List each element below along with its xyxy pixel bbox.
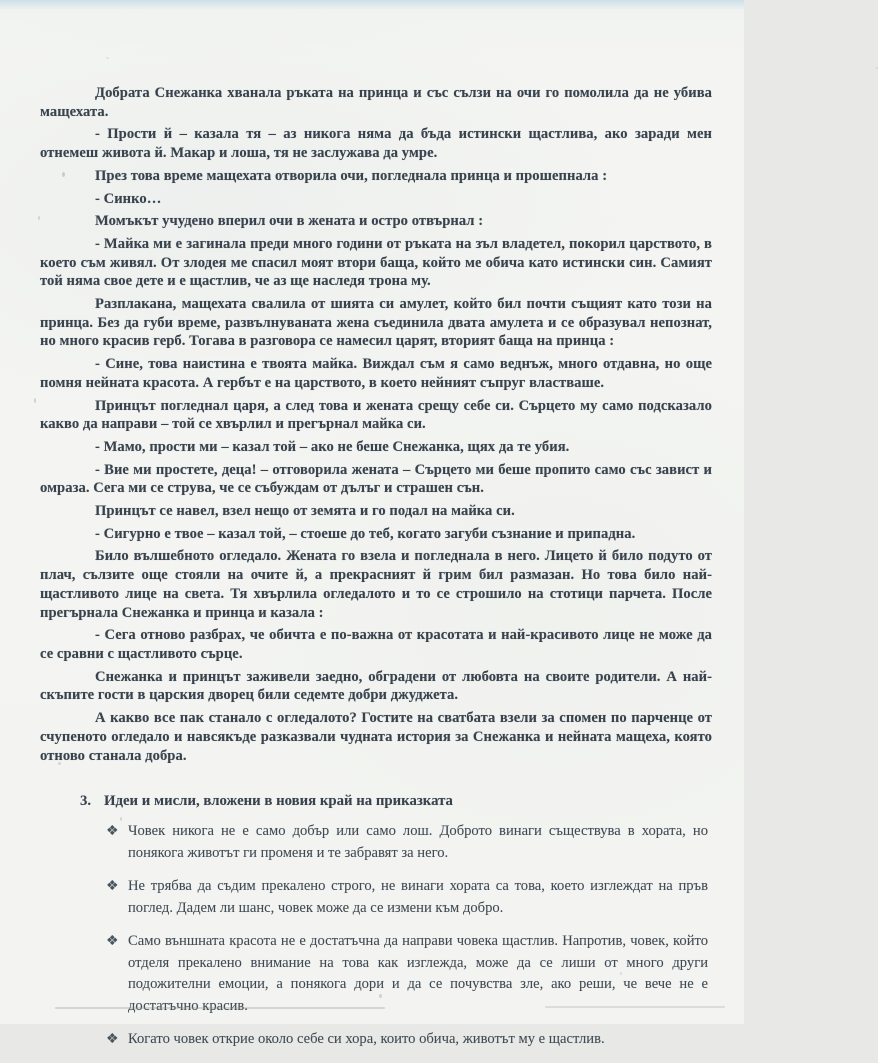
scan-edge-tint <box>0 0 744 10</box>
list-item <box>106 1029 708 1051</box>
list-item-text: Само външната красота не е достатъчна да направи човека щастлив. Напротив, човек, който отделя прекалено внимание на това как изглежда, може да се лиши от много други подожителни емоции, а понякога дори и да се почувства зле, ако реши, че вече не е достатъчно красив. <box>128 933 708 1014</box>
story-paragraph: Принцът се навел, взел нещо от земята и го подал на майка си. <box>95 503 515 520</box>
scan-speck <box>106 57 109 59</box>
scan-shadow-line <box>545 1006 725 1008</box>
section-heading <box>40 791 712 811</box>
story-paragraph: - Синко… <box>95 190 162 207</box>
story-paragraph: През това време мащехата отворила очи, погледнала принца и прошепнала : <box>95 167 608 184</box>
scan-speck <box>62 172 65 177</box>
diamond-bullet-icon: ❖ <box>106 934 119 950</box>
diamond-bullet-icon: ❖ <box>106 1032 119 1048</box>
diamond-bullet-icon: ❖ <box>106 824 119 840</box>
story-paragraph: - Сине, това наистина е твоята майка. Виждал съм я само веднъж, много отдавна, но още помня нейната красота. А гербът е на царството, в което нейният съпруг властваше. <box>40 356 712 391</box>
story-paragraph: Било вълшебното огледало. Жената го взела и погледнала в него. Лицето й било подуто от плач, сълзите още стояли на очите й, а прекрасният й грим бил размазан. Но това било най-щастливото лице на света. Тя хвърлила огледалото и то се строшило на стотици парчета. После прегърнала Снежанка и принца и казала : <box>40 548 712 621</box>
scan-speck <box>379 994 382 998</box>
scan-shadow-line <box>55 1007 385 1009</box>
story-paragraph: Принцът погледнал царя, а след това и жената срещу себе си. Сърцето му само подсказало какво да направи – той се хвърлил и прегърнал майка си. <box>40 397 712 433</box>
scan-speck <box>120 817 122 821</box>
story-paragraph: Момъкът учудено вперил очи в жената и остро отвърнал : <box>95 213 484 230</box>
diamond-bullet-icon: ❖ <box>106 879 119 895</box>
story-paragraph: Добрата Снежанка хванала ръката на принца и със сълзи на очи го помолила да не убива мащехата. <box>40 85 712 120</box>
story-paragraph: - Сега отново разбрах, че обичта е по-важна от красотата и най-красивото лице не може да се сравни с щастливото сърце. <box>40 627 712 662</box>
ideas-list <box>40 821 712 1051</box>
section-title: Идеи и мисли, вложени в новия край на приказката <box>104 793 453 810</box>
story-paragraph: А какво все пак станало с огледалото? Гостите на сватбата взели за спомен по парченце от счупеното огледало и навсякъде разказвали чудната история за Снежанка и нейната мащеха, която отново станала добра. <box>40 710 712 764</box>
story-paragraph: - Вие ми простете, деца! – отговорила жената – Сърцето ми беше пропито само със завист и омраза. Сега ми се струва, че се събуждам от дълъг и страшен сън. <box>40 461 712 497</box>
story-paragraph: - Прости й – казала тя – аз никога няма да бъда истински щастлива, ако заради мен отнемеш живота й. Макар и лоша, тя не заслужава да умре. <box>40 126 712 162</box>
document-body <box>40 84 712 1063</box>
list-item-text: Когато човек открие около себе си хора, които обича, животът му е щастлив. <box>128 1031 605 1048</box>
list-item-text: Човек никога не е само добър или само лош. Доброто винаги съществува в хората, но понякога животът ги променя и те забравят за него. <box>128 823 708 861</box>
scan-speck <box>38 216 40 220</box>
list-item-text: Не трябва да съдим прекалено строго, не винаги хората са това, което изглеждат на пръв поглед. Дадем ли шанс, човек може да се измени към добро. <box>128 878 708 916</box>
story-paragraph: - Сигурно е твое – казал той, – стоеше до теб, когато загуби съзнание и припадна. <box>95 525 636 542</box>
list-item <box>106 821 708 864</box>
list-item <box>106 931 708 1017</box>
story-paragraph: - Мамо, прости ми – казал той – ако не беше Снежанка, щях да те убия. <box>95 438 570 455</box>
scan-speck <box>620 972 622 975</box>
list-item <box>106 876 708 919</box>
section-number: 3. <box>80 793 92 810</box>
scan-speck <box>34 398 36 403</box>
scan-speck <box>58 762 61 765</box>
story-paragraph: Разплакана, мащехата свалила от шията си амулет, който бил почти същият като този на принца. Без да губи време, развълнуваната жена съединила двата амулета и се образувал непознат, но много красив герб. Тогава в разговора се намесил царят, вторият баща на принца : <box>40 296 712 350</box>
story-paragraph: Снежанка и принцът заживели заедно, обградени от любовта на своите родители. А най-скъпите гости в царския дворец били седемте добри джуджета. <box>40 668 712 704</box>
story-paragraph: - Майка ми е загинала преди много години от ръката на зъл владетел, покорил царството, в което съм живял. От злодея ме спасил моят втори баща, който ме обича като истински син. Самият той няма свое дете и е щастлив, че аз ще наследя трона му. <box>40 235 712 290</box>
